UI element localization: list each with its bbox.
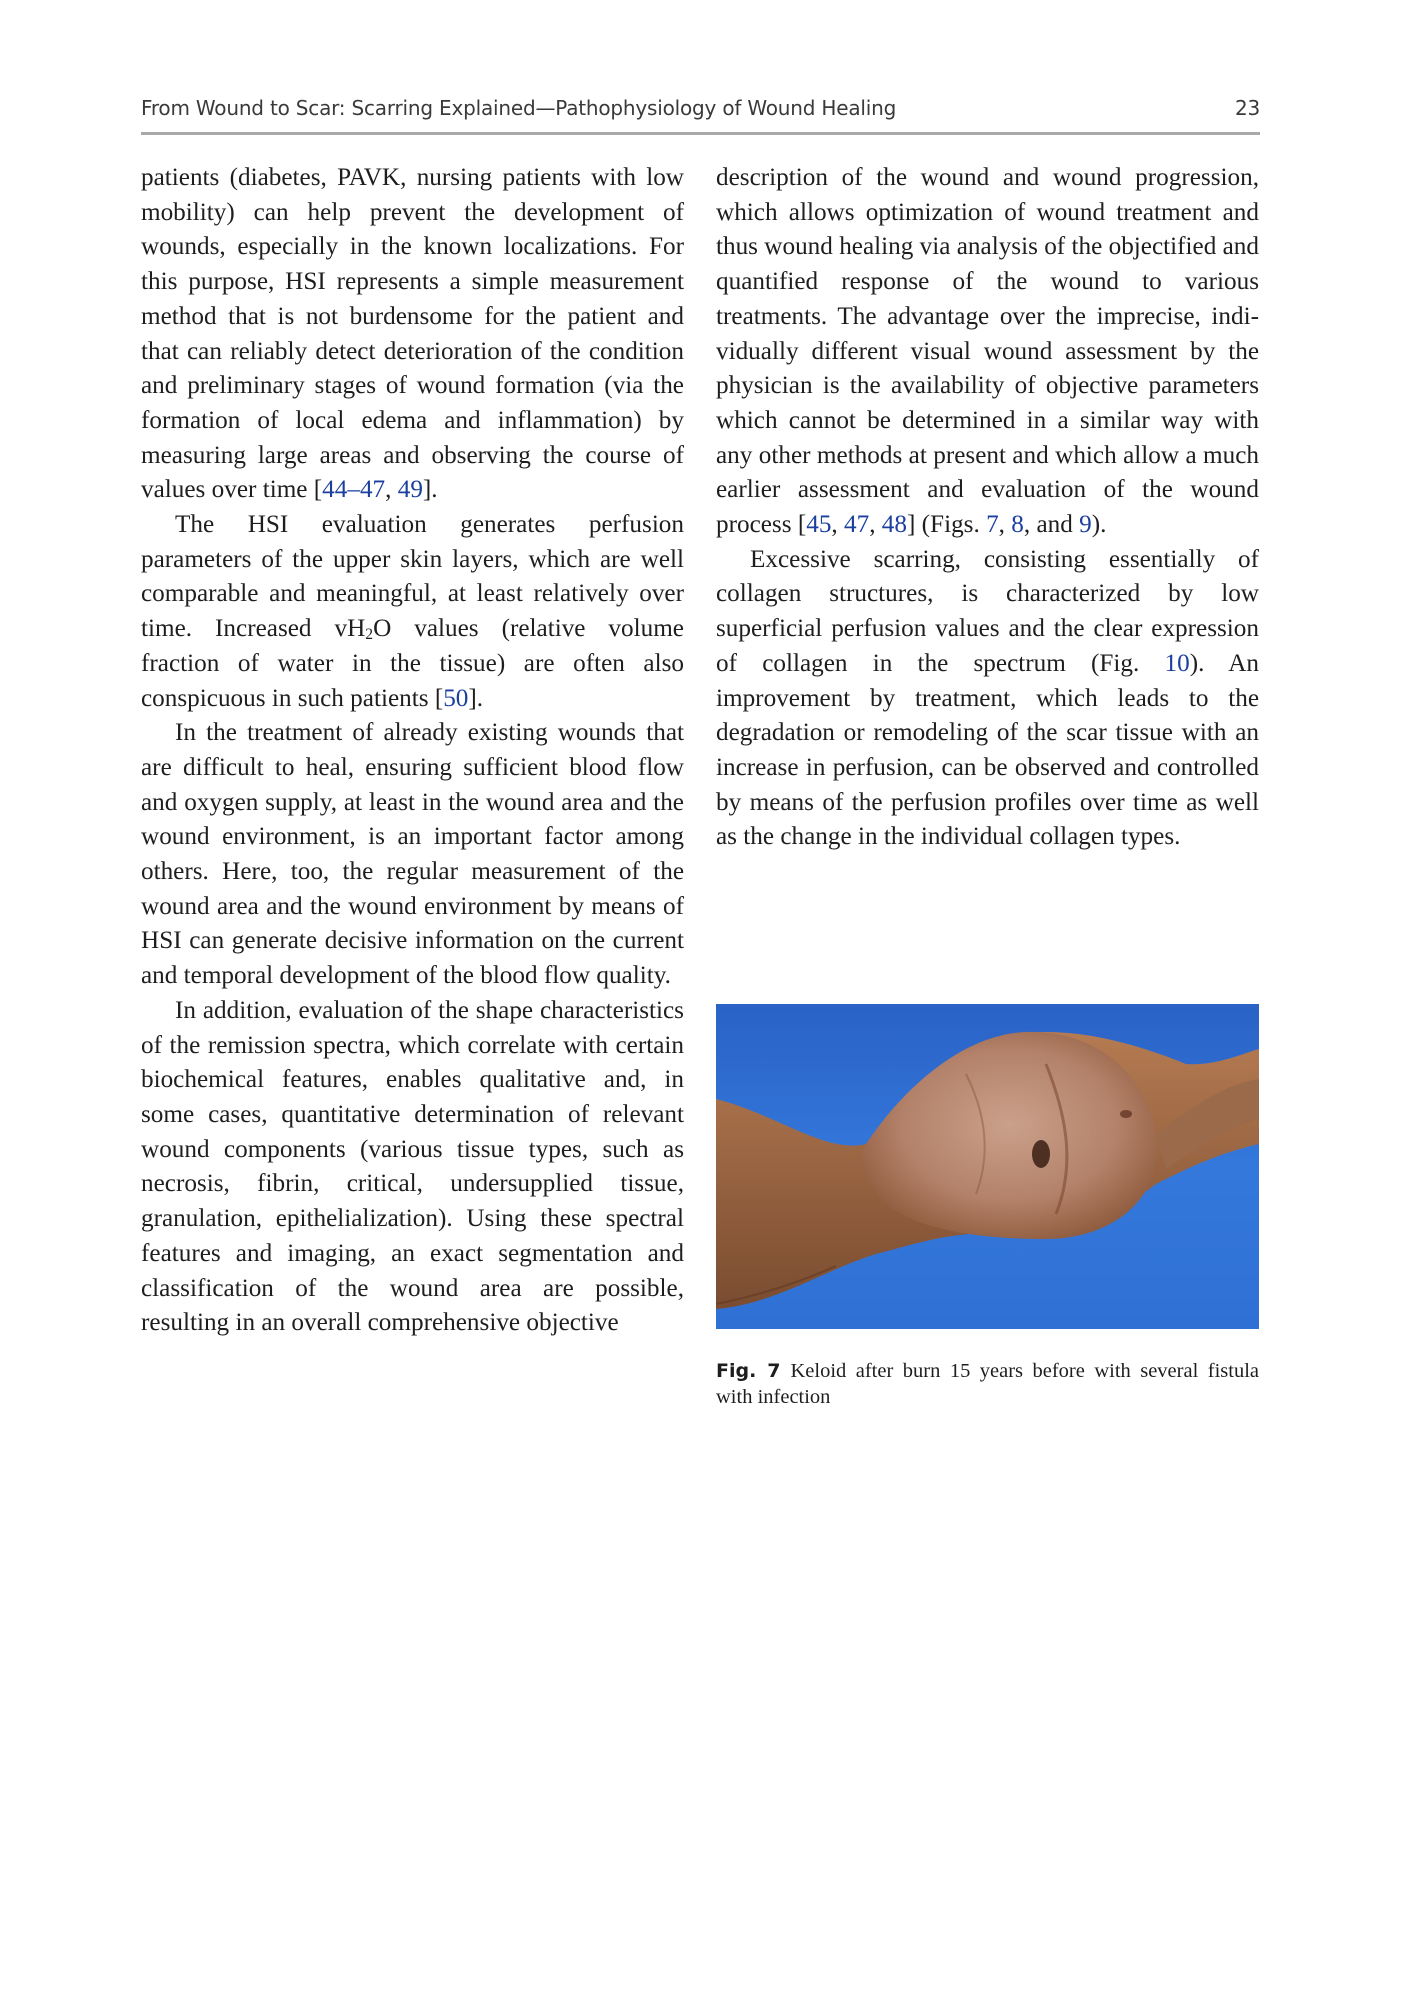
running-head [141, 96, 1260, 120]
citation-link[interactable]: 44–47 [322, 476, 386, 504]
right-column [716, 161, 1259, 855]
figure-link[interactable]: 10 [1164, 649, 1190, 677]
citation-link[interactable]: 45 [806, 511, 832, 539]
figure-label: Fig. 7 [716, 1360, 781, 1382]
page-number: 23 [1234, 96, 1260, 120]
citation-link[interactable]: 50 [443, 684, 469, 712]
figure-7-photo [716, 1004, 1259, 1329]
keloid-photo [716, 1004, 1259, 1329]
left-column [141, 161, 684, 1341]
paragraph: patients (diabetes, PAVK, nursing patients with low mobility) can help prevent the development of wounds, especially in the known localizations. For this purpose, HSI represents a simple measurement method that is not burdensome for the patient and that can reliably detect deterioration of the condition and preliminary stages of wound formation (via the formation of local edema and inflammation) by measuring large areas and observing the course of values over time [44–47, 49]. [141, 164, 684, 504]
paragraph: In addition, evaluation of the shape characteristics of the remission spectra, which correlate with certain biochemical features, enables qualitative and, in some cases, quantitative determination of relevant wound components (various tissue types, such as necrosis, fibrin, critical, undersupplied tissue, granulation, epithelialization). Using these spectral features and imaging, an exact segmentation and classification of the wound area are possible, resulting in an overall comprehensive objective [141, 996, 684, 1337]
paragraph: Excessive scarring, consisting essentially of collagen structures, is characterized by low superficial perfusion values and the clear expression of collagen in the spectrum (Fig. 10). An improvement by treatment, which leads to the degradation or remodeling of the scar tissue with an increase in perfusion, can be observed and controlled by means of the perfusion profiles over time as well as the change in the individual collagen types. [716, 545, 1259, 851]
paragraph: description of the wound and wound progression, which allows optimization of wound treatment and thus wound healing via analysis of the objectified and quantified response of the wound to various treatments. The advantage over the imprecise, individually different visual wound assessment by the physician is the availability of objective parameters which cannot be determined in a similar way with any other methods at present and which allow a much earlier assessment and evaluation of the wound process [45, 47, 48] (Figs. 7, 8, and 9). [716, 164, 1259, 539]
citation-link[interactable]: 48 [881, 511, 907, 539]
paragraph: The HSI evaluation generates perfusion parameters of the upper skin layers, which are well comparable and meaningful, at least relatively over time. Increased $vH_2O$ values (relative volume fraction of water in the tissue) are often also conspicuous in such patients [50]. [141, 511, 684, 712]
paragraph: In the treatment of already existing wounds that are difficult to heal, ensuring sufficient blood flow and oxygen supply, at least in the wound area and the wound environment, is an important factor among others. Here, too, the regular measurement of the wound area and the wound environment by means of HSI can generate decisive information on the current and temporal development of the blood flow quality. [141, 719, 684, 990]
figure-link[interactable]: 9 [1079, 511, 1092, 539]
citation-link[interactable]: 49 [397, 476, 423, 504]
header-rule [141, 132, 1260, 135]
citation-link[interactable]: 47 [844, 511, 870, 539]
figure-link[interactable]: 8 [1011, 511, 1024, 539]
caption-text: Keloid after burn 15 years before with several fistula with infection [716, 1360, 1259, 1408]
running-title: From Wound to Scar: Scarring Explained—Pathophysiology of Wound Healing [141, 96, 897, 120]
figure-link[interactable]: 7 [986, 511, 999, 539]
figure-caption [716, 1358, 1259, 1410]
